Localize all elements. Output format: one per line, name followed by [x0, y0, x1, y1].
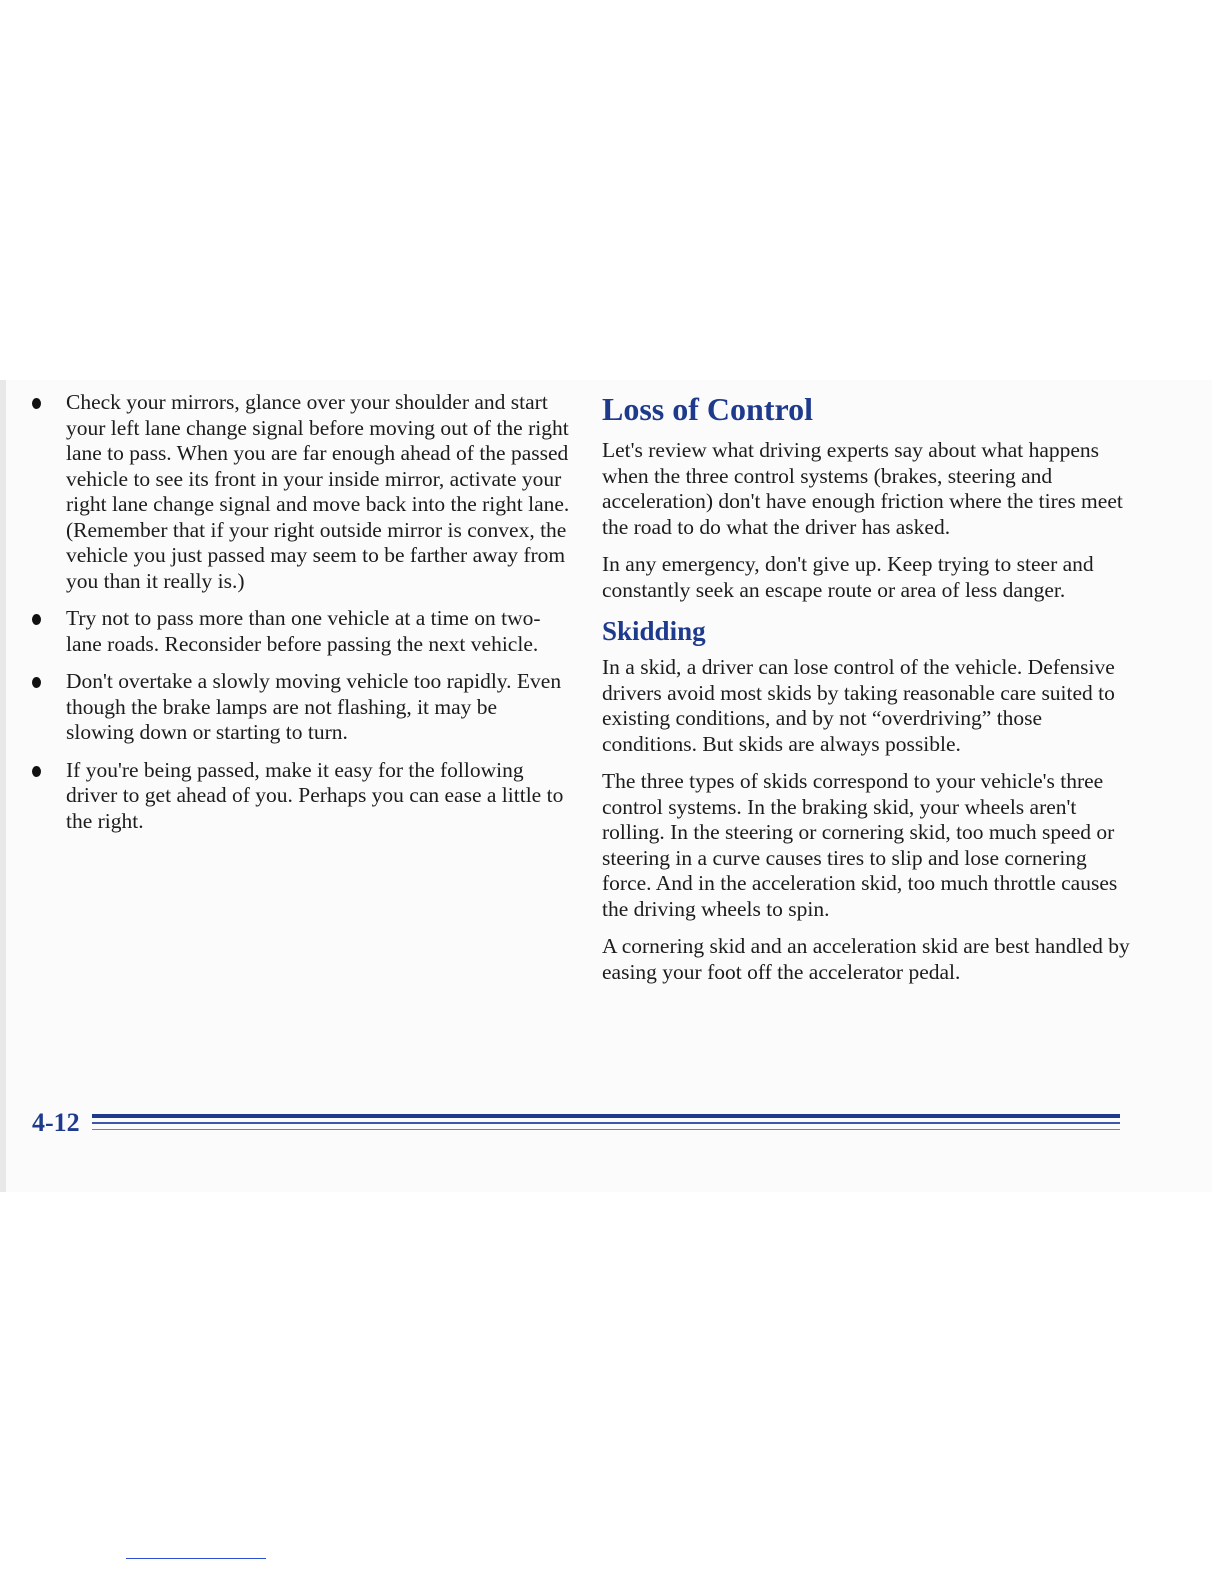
list-item-text: Check your mirrors, glance over your shoulder and start your left lane change signal before moving out of the right lane to pass. When you are far enough ahead of the passed vehicle to see its front in your inside mirror, activate your right lane change signal and move back into the right lane. (Remember that if your right outside mirror is convex, the vehicle you just passed may seem to be farther away from you than it really is.): [66, 390, 570, 593]
page-number: 4-12: [32, 1108, 80, 1137]
bottom-divider: [126, 1558, 266, 1559]
paragraph: Let's review what driving experts say about what happens when the three control systems (brakes, steering and acceleration) don't have enough friction where the tires meet the road to do what the driver has asked.: [602, 438, 1123, 539]
left-column: [30, 390, 570, 846]
bullet-icon: [32, 614, 41, 625]
bullet-icon: [32, 766, 41, 777]
list-item-text: If you're being passed, make it easy for the following driver to get ahead of you. Perhaps you can ease a little to the right.: [66, 757, 564, 833]
list-item: [30, 758, 570, 835]
page-edge-shadow: [0, 380, 6, 1192]
bullet-icon: [32, 398, 41, 409]
right-column: [602, 390, 1134, 997]
list-item-text: Don't overtake a slowly moving vehicle too rapidly. Even though the brake lamps are not flashing, it may be slowing down or starting to turn.: [66, 669, 562, 744]
footer-rule: [92, 1114, 1120, 1130]
paragraph: In a skid, a driver can lose control of the vehicle. Defensive drivers avoid most skids by taking reasonable care suited to existing conditions, and by not “overdriving” those conditions. But skids are always possible.: [602, 655, 1115, 756]
list-item: [30, 390, 570, 594]
subsection-title: Skidding: [602, 616, 706, 646]
bullet-icon: [32, 677, 41, 688]
paragraph: In any emergency, don't give up. Keep trying to steer and constantly seek an escape route or area of less danger.: [602, 552, 1094, 602]
list-item-text: Try not to pass more than one vehicle at a time on two-lane roads. Reconsider before passing the next vehicle.: [66, 606, 541, 656]
paragraph: A cornering skid and an acceleration skid are best handled by easing your foot off the accelerator pedal.: [602, 934, 1130, 984]
section-title: Loss of Control: [602, 391, 813, 427]
list-item: [30, 606, 570, 657]
list-item: [30, 669, 570, 746]
paragraph: The three types of skids correspond to your vehicle's three control systems. In the braking skid, your wheels aren't rolling. In the steering or cornering skid, too much speed or steering in a curve causes tires to slip and lose cornering force. And in the acceleration skid, too much throttle causes the driving wheels to spin.: [602, 769, 1118, 921]
passing-tips-list: [30, 390, 570, 834]
